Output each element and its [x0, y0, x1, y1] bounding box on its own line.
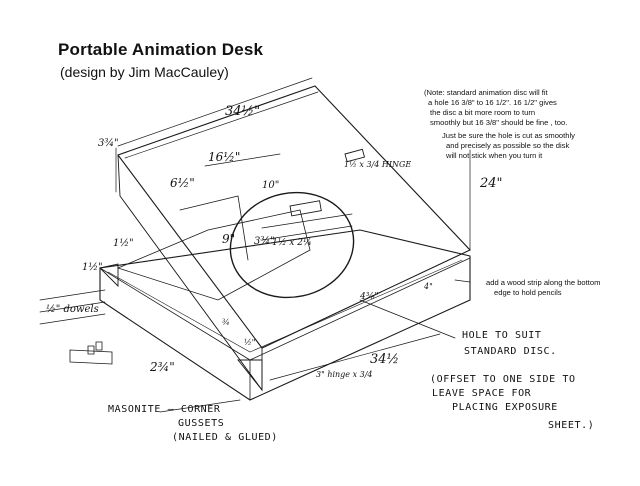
note-line: smoothly but 16 3/8" should be fine , too.: [430, 118, 568, 127]
dim-brace: 3¾": [254, 236, 275, 247]
dim-dowels: ½" dowels: [46, 304, 99, 315]
dim-hinge: 1½ x 3/4 HINGE: [344, 160, 412, 169]
callout-line: HOLE TO SUIT: [462, 330, 542, 341]
dim-hinges: 3" hinge x 3/4: [316, 370, 373, 379]
dim-strip: 4": [424, 282, 433, 291]
note-line: Just be sure the hole is cut as smoothly: [442, 131, 575, 140]
note-line: (Note: standard animation disc will fit: [424, 88, 548, 97]
note-line: a hole 16 3/8" to 16 1/2". 16 1/2" gives: [428, 98, 557, 107]
callout-line: SHEET.): [548, 420, 595, 431]
page-subtitle: (design by Jim MacCauley): [60, 64, 229, 80]
callout-line: MASONITE — CORNER: [108, 404, 221, 415]
note-line: and precisely as possible so the disk: [446, 141, 570, 150]
callout-line: (OFFSET TO ONE SIDE TO: [430, 374, 576, 385]
dim-hole-width: 16½": [208, 150, 241, 164]
dim-base-width: 34½: [370, 352, 400, 367]
dim-brace-height: 9": [222, 232, 236, 246]
dim-top-width: 34½": [225, 104, 261, 119]
callout-line: GUSSETS: [178, 418, 225, 429]
dim-block1: 1½": [113, 238, 134, 249]
dim-hole-offset: 6½": [170, 176, 195, 190]
note-line: edge to hold pencils: [494, 288, 562, 297]
dim-brace-size: 1½ x 2¼: [272, 238, 312, 248]
drawing-board: [118, 86, 470, 348]
dim-left-height: 3¾": [98, 138, 119, 149]
dim-inner: 10": [262, 180, 280, 191]
callout-line: (NAILED & GLUED): [172, 432, 278, 443]
callout-line: LEAVE SPACE FOR: [432, 388, 532, 399]
dim-base-depth: 4⅜": [360, 292, 379, 302]
callout-line: STANDARD DISC.: [464, 346, 557, 357]
dim-right-depth: 24": [480, 176, 503, 191]
note-line: the disc a bit more room to turn: [430, 108, 536, 117]
note-line: will not stick when you turn it: [446, 151, 543, 160]
desk-base: [100, 230, 470, 400]
dim-small1: ½": [244, 338, 256, 347]
dim-side-height: 2¾": [150, 360, 175, 374]
note-line: add a wood strip along the bottom: [486, 278, 601, 287]
callout-line: PLACING EXPOSURE: [452, 402, 558, 413]
dim-block2: 1½": [82, 262, 103, 273]
page-title: Portable Animation Desk: [58, 40, 264, 59]
dim-small2: ¾: [222, 318, 230, 327]
